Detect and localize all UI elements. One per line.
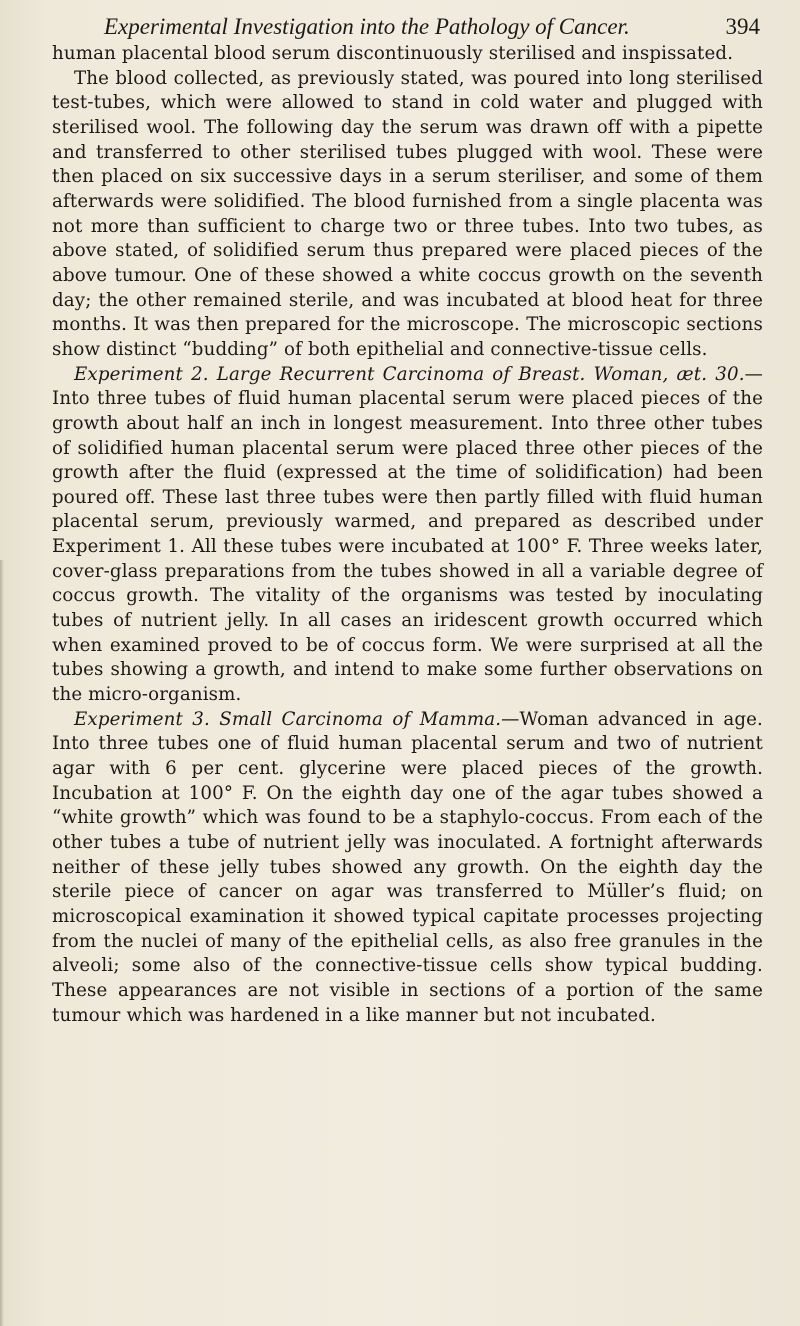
paragraph-continuation [52, 42, 763, 67]
experiment-heading: Experiment 3. Small Carcinoma of Mamma. [74, 708, 502, 730]
paragraph-text: —Woman advanced in age. Into three tubes one of fluid human placental serum and two of nutrient agar with 6 per cent. glycerine were placed pieces of the growth. Incubation at 100° F. On the eighth day one of the agar tubes showed a “white growth” which was found to be a staphylo-coccus. From each of the other tubes a tube of nutrient jelly was inoculated. A fortnight afterwards neither of these jelly tubes showed any growth. On the eighth day the sterile piece of cancer on agar was transferred to Müller’s fluid; on microscopical examination it showed typical capitate processes projecting from the nuclei of many of the epithelial cells, as also free granules in the alveoli; some also of the connective-tissue cells show typical budding. These appearances are not visible in sections of a portion of the same tumour which was hardened in a like manner but not incubated. [52, 708, 763, 1026]
experiment-heading: Experiment 2. Large Recurrent Carcinoma of Breast. Woman, æt. 30. [74, 363, 745, 385]
paragraph-experiment-2 [52, 363, 763, 708]
running-header-title: Experimental Investigation into the Pathology of Cancer. [104, 14, 630, 39]
paragraph-method [52, 67, 763, 363]
running-header [104, 12, 760, 42]
paragraph-text: human placental blood serum discontinuously sterilised and inspissated. [52, 43, 734, 64]
body-text [52, 42, 763, 1028]
page-number: 394 [725, 14, 760, 39]
page-binding-shadow [0, 560, 4, 1326]
paragraph-text: —Into three tubes of fluid human placental serum were placed pieces of the growth about half an inch in longest measurement. Into three other tubes of solidified human placental serum were placed three other pieces of the growth after the fluid (expressed at the time of solidification) had been poured off. These last three tubes were then partly filled with fluid human placental serum, previously warmed, and prepared as described under Experiment 1. All these tubes were incubated at 100° F. Three weeks later, cover-glass preparations from the tubes showed in all a variable degree of coccus growth. The vitality of the organisms was tested by inoculating tubes of nutrient jelly. In all cases an iridescent growth occurred which when examined proved to be of coccus form. We were surprised at all the tubes showing a growth, and intend to make some further observations on the micro-organism. [52, 363, 763, 706]
paragraph-experiment-3 [52, 708, 763, 1029]
paragraph-text: The blood collected, as previously stated, was poured into long sterilised test-tubes, which were allowed to stand in cold water and plugged with sterilised wool. The following day the serum was drawn off with a pipette and transferred to other sterilised tubes plugged with wool. These were then placed on six successive days in a serum steriliser, and some of them afterwards were solidified. The blood furnished from a single placenta was not more than sufficient to charge two or three tubes. Into two tubes, as above stated, of solidified serum thus prepared were placed pieces of the above tumour. One of these showed a white coccus growth on the seventh day; the other remained sterile, and was incubated at blood heat for three months. It was then prepared for the microscope. The microscopic sections show distinct “budding” of both epithelial and connective-tissue cells. [52, 67, 763, 360]
